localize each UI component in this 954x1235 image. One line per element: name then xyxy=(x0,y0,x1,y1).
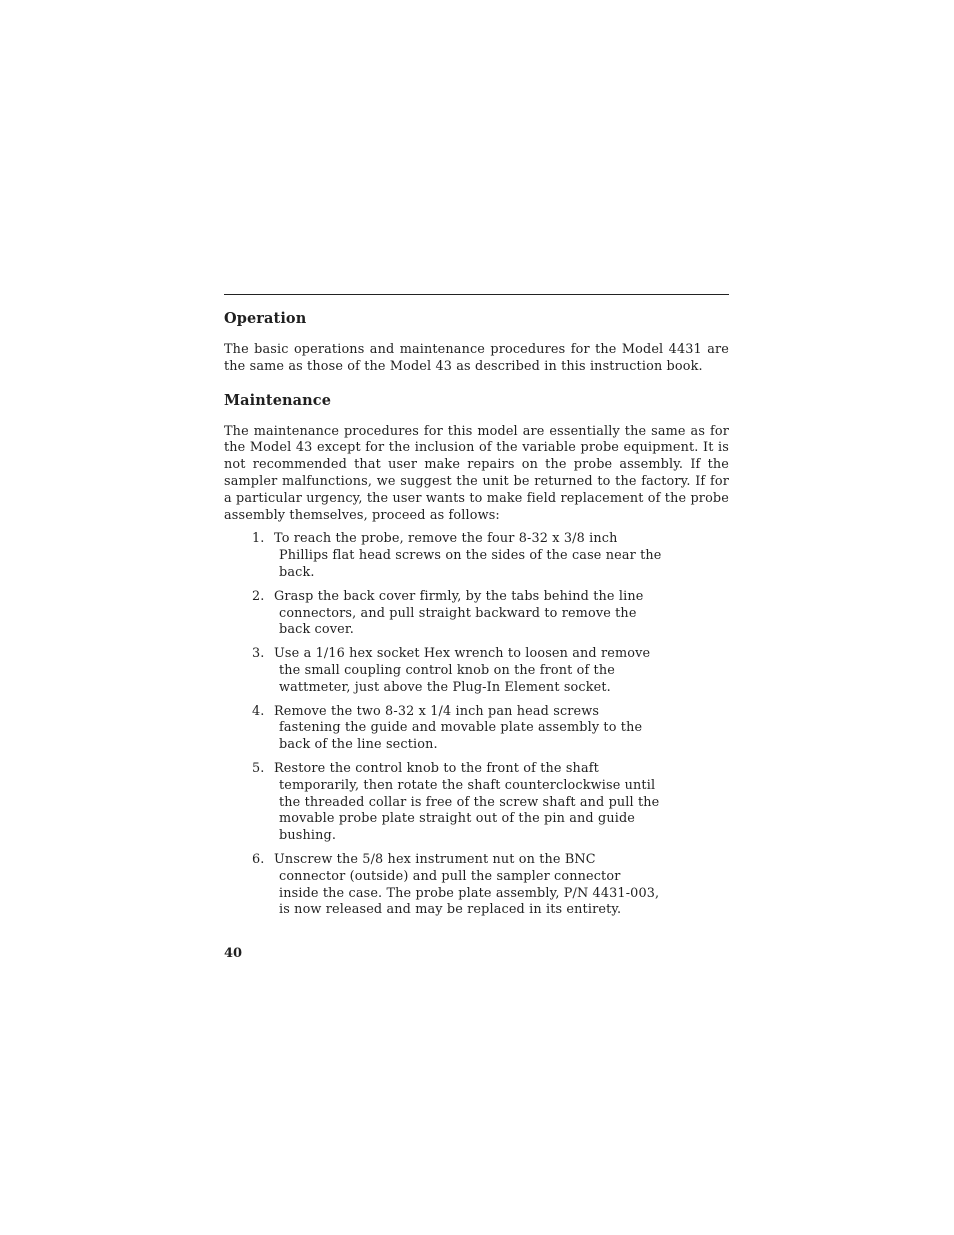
step-number: 6. xyxy=(252,851,265,867)
maintenance-heading: Maintenance xyxy=(224,391,332,409)
step-text: Remove the two 8-32 x 1/4 inch pan head screws fastening the guide and movable plate assembly to the back of the line section. xyxy=(274,703,643,753)
step-text: Use a 1/16 hex socket Hex wrench to loosen and remove the small coupling control knob on the front of the wattmeter, just above the Plug-In Element socket. xyxy=(274,646,651,695)
step-number: 3. xyxy=(252,646,265,662)
procedure-steps xyxy=(252,531,662,919)
maintenance-paragraph: The maintenance procedures for this model are essentially the same as for the Model 43 except for the inclusion of the variable probe equipment. It is not recommended that user make repairs on the probe assembly. If the sampler malfunctions, we suggest the unit be returned to the factory. If for a particular urgency, the user wants to make field replacement of the probe assembly themselves, proceed as follows: xyxy=(224,423,729,523)
operation-heading: Operation xyxy=(224,310,307,327)
operation-paragraph: The basic operations and maintenance procedures for the Model 4431 are the same as those of the Model 43 as described in this instruction book. xyxy=(224,342,729,374)
procedure-step xyxy=(252,761,662,845)
step-text: Unscrew the 5/8 hex instrument nut on the BNC connector (outside) and pull the sampler connector inside the case. The probe plate assembly, P/N 4431-003, is now released and may be replaced in its entirety. xyxy=(274,851,660,918)
step-number: 4. xyxy=(252,703,265,719)
step-text: Grasp the back cover firmly, by the tabs behind the line connectors, and pull straight backward to remove the back cover. xyxy=(274,588,644,638)
step-number: 2. xyxy=(252,588,265,604)
step-text: To reach the probe, remove the four 8-32 x 3/8 inch Phillips flat head screws on the sides of the case near the back. xyxy=(274,531,662,580)
procedure-step xyxy=(252,704,662,754)
procedure-step xyxy=(252,646,662,696)
page-number: 40 xyxy=(224,946,243,961)
page-content xyxy=(224,294,729,926)
step-text: Restore the control knob to the front of the shaft temporarily, then rotate the shaft counterclockwise until the threaded collar is free of the screw shaft and pull the movable probe plate straight out of the pin and guide bushing. xyxy=(274,760,660,844)
step-number: 1. xyxy=(252,531,265,547)
step-number: 5. xyxy=(252,760,265,776)
procedure-step xyxy=(252,852,662,919)
procedure-step xyxy=(252,531,662,581)
procedure-step xyxy=(252,589,662,639)
